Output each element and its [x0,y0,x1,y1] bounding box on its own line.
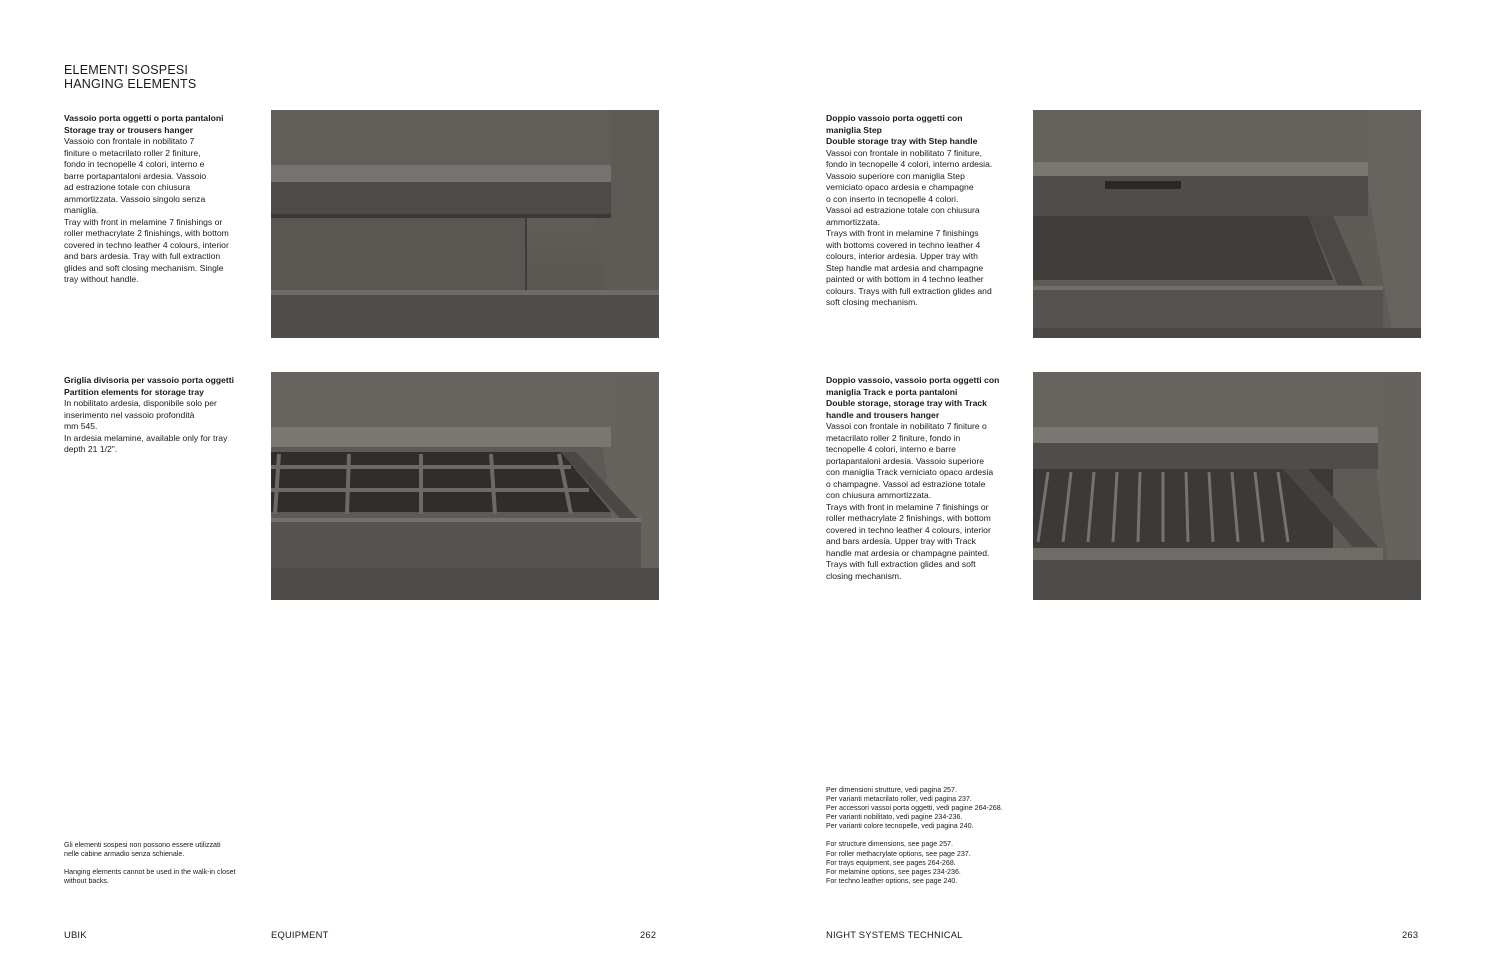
item-body-line: con maniglia Track verniciato opaco ardesia [826,467,994,477]
item-body-line: finiture o metacrilato roller 2 finiture, [64,147,201,158]
item-body-line: depth 21 1/2". [64,444,118,454]
item-body-line: covered in techno leather 4 colours, interior [64,239,229,250]
item-title: Double storage, storage tray with Track [826,398,987,408]
note-line: without backs. [64,877,109,886]
reference-line: Per accessori vassoi porta oggetti, vedi pagine 264-268. [826,804,1003,813]
item-body-line: ammortizzata. [826,216,880,227]
trousers-hanger-tray-photo [1033,372,1421,600]
item-body-line: ammortizzata. Vassoio singolo senza [64,193,206,204]
item-body-line: glides and soft closing mechanism. Single [64,262,224,273]
item-body-line: In ardesia melamine, available only for tray [64,432,228,443]
item-body-line: ad estrazione totale con chiusura [64,182,191,192]
item-body-line: portapantaloni ardesia. Vassoio superiore [826,455,984,466]
item-body-line: barre portapantaloni ardesia. Vassoio [64,170,207,181]
item-description-storage-tray [64,113,250,286]
item-description-double-tray-step [826,113,1012,309]
reference-line: Per varianti metacrilato roller, vedi pagina 237. [826,795,972,804]
item-title: handle and trousers hanger [826,409,940,420]
item-body-line: o con inserto in tecnopelle 4 colori. [826,193,959,204]
item-body-line: covered in techno leather 4 colours, interior [826,524,991,535]
item-title: Doppio vassoio, vassoio porta oggetti con [826,375,1000,385]
item-body-line: metacrilato roller 2 finiture, fondo in [826,432,961,443]
item-body-line: In nobilitato ardesia, disponibile solo per [64,398,217,408]
item-body-line: Vassoi ad estrazione totale con chiusura [826,205,980,215]
item-body-line: tray without handle. [64,274,139,284]
section-title-en: HANGING ELEMENTS [64,77,197,91]
item-body-line: soft closing mechanism. [826,297,918,307]
footer-brand: UBIK [64,929,87,940]
item-body-line: Vassoio con frontale in nobilitato 7 [64,136,195,146]
item-body-line: Trays with full extraction glides and soft [826,559,976,569]
item-title: maniglia Step [826,124,882,135]
section-title-it: ELEMENTI SOSPESI [64,63,189,77]
footer-left-section: EQUIPMENT [271,929,329,940]
item-body-line: painted or with bottom in 4 techno leather [826,274,984,284]
note-line: Gli elementi sospesi non possono essere utilizzati [64,841,221,849]
footer-right-page-number: 263 [1402,929,1419,940]
item-body-line: Trays with front in melamine 7 finishings [826,228,979,238]
item-description-track-handle [826,375,1012,582]
partition-grid-tray-photo [271,372,659,600]
page-references [826,786,1003,886]
item-body-line: colours, interior ardesia. Upper tray with [826,251,978,261]
item-title: Vassoio porta oggetti o porta pantaloni [64,113,224,123]
item-body-line: tecnopelle 4 colori, interno e barre [826,444,956,454]
note-line: nelle cabine armadio senza schienale. [64,850,185,859]
reference-line: Per varianti colore tecnopelle, vedi pagina 240. [826,822,974,831]
storage-tray-closed-photo [271,110,659,338]
item-title: Doppio vassoio porta oggetti con [826,113,963,123]
item-body-line: maniglia. [64,205,99,215]
note-line: Hanging elements cannot be used in the walk-in closet [64,868,236,877]
item-body-line: fondo in tecnopelle 4 colori, interno ardesia. [826,159,993,169]
item-title: Partition elements for storage tray [64,386,204,397]
reference-line: For techno leather options, see page 240. [826,876,958,885]
item-body-line: colours. Trays with full extraction glides and [826,285,992,296]
section-title [64,63,196,91]
reference-line: For roller methacrylate options, see page 237. [826,849,971,858]
item-body-line: Step handle mat ardesia and champagne [826,262,984,273]
item-title: Double storage tray with Step handle [826,136,978,146]
item-body-line: roller methacrylate 2 finishings, with bottom [64,228,229,238]
reference-line: Per dimensioni strutture, vedi pagina 257. [826,786,957,794]
item-body-line: mm 545. [64,421,98,431]
reference-line: Per varianti nobilitato, vedi pagine 234-236. [826,813,963,822]
item-body-line: Tray with front in melamine 7 finishings or [64,216,223,227]
item-body-line: roller methacrylate 2 finishings, with bottom [826,513,991,523]
footer-right-section: NIGHT SYSTEMS TECHNICAL [826,929,963,940]
reference-line: For structure dimensions, see page 257. [826,840,953,849]
reference-line: For trays equipment, see pages 264-268. [826,858,956,867]
item-body-line: verniciato opaco ardesia e champagne [826,182,974,192]
item-title: maniglia Track e porta pantaloni [826,386,958,397]
item-body-line: con chiusura ammortizzata. [826,490,932,500]
item-body-line: and bars ardesia. Upper tray with Track [826,536,976,546]
double-tray-step-handle-photo [1033,110,1421,338]
item-body-line: Trays with front in melamine 7 finishings or [826,501,989,512]
item-title: Storage tray or trousers hanger [64,124,193,135]
item-title: Griglia divisoria per vassoio porta oggetti [64,375,235,385]
item-body-line: and bars ardesia. Tray with full extraction [64,251,221,261]
item-description-partition-grid [64,375,250,456]
footer-left-page-number: 262 [640,929,657,940]
item-body-line: Vassoio superiore con maniglia Step [826,170,965,181]
reference-line: For melamine options, see pages 234-236. [826,867,961,876]
item-body-line: o champagne. Vassoi ad estrazione totale [826,478,986,489]
item-body-line: fondo in tecnopelle 4 colori, interno e [64,159,205,169]
item-body-line: handle mat ardesia or champagne painted. [826,547,990,558]
item-body-line: with bottoms covered in techno leather 4 [826,239,981,250]
item-body-line: Vassoi con frontale in nobilitato 7 finiture o [826,421,987,431]
item-body-line: closing mechanism. [826,570,902,581]
hanging-elements-note [64,841,236,886]
item-body-line: inserimento nel vassoio profondità [64,409,195,420]
item-body-line: Vassoi con frontale in nobilitato 7 finiture, [826,147,983,158]
